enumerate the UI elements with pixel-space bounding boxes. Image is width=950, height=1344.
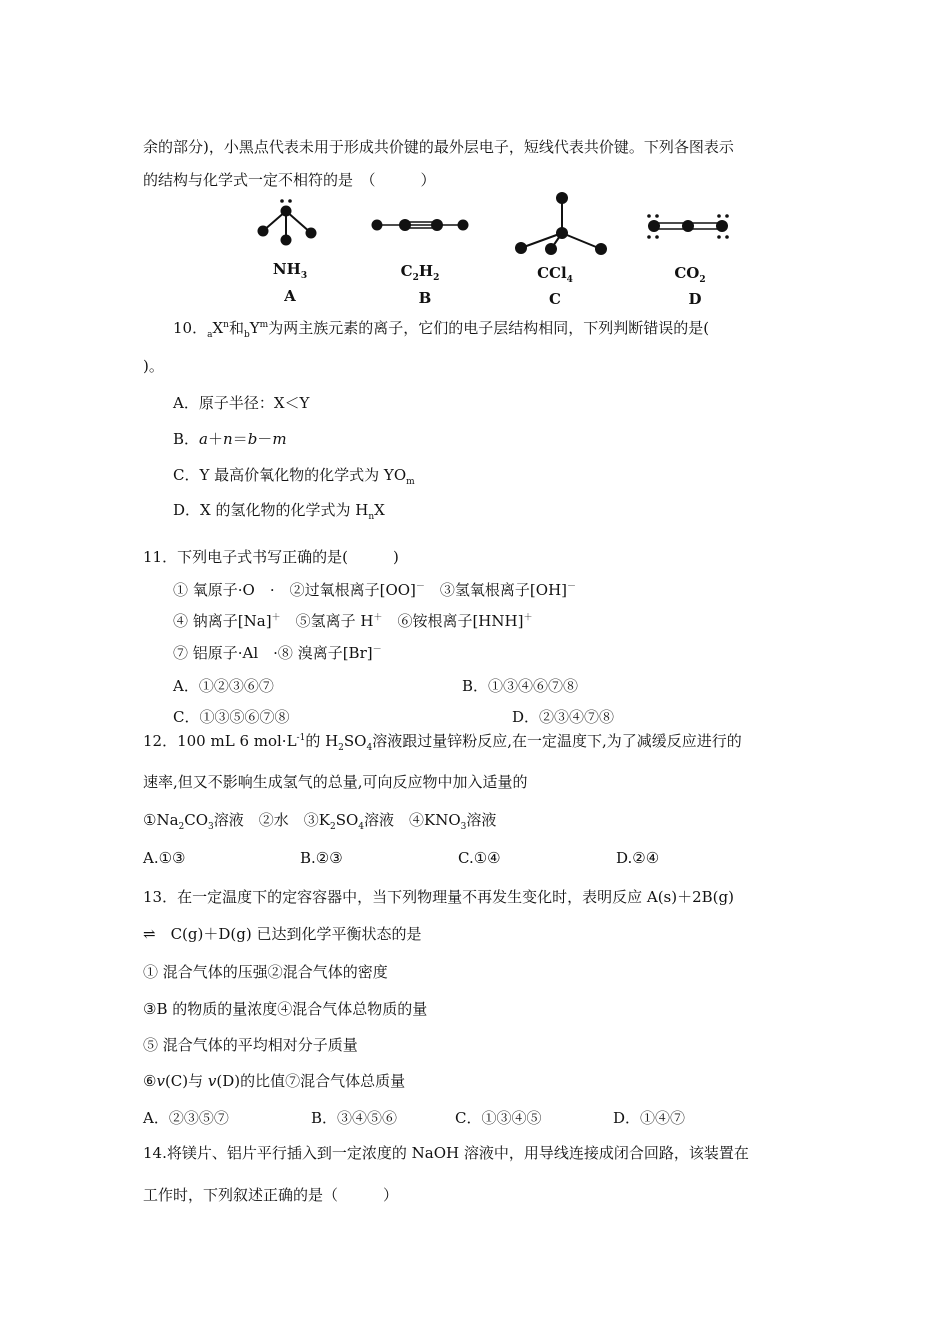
q13-option-a: A．②③⑤⑦ <box>143 1109 229 1127</box>
q11-option-c: C．①③⑤⑥⑦⑧ <box>173 708 290 726</box>
q13-item-row-3: ⑤ 混合气体的平均相对分子质量 <box>143 1036 358 1054</box>
q10-stem-end: )。 <box>143 357 164 375</box>
q11-item-row-1: ① 氧原子·O · ②过氧根离子[OO]－ ③氢氧根离子[OH]－ <box>173 581 577 599</box>
q9-line-2: 的结构与化学式一定不相符的是 （ ） <box>143 171 436 189</box>
q13-stem-2: ⇌ C(g)＋D(g) 已达到化学平衡状态的是 <box>143 925 422 943</box>
q10-stem: 10．$_aX^n$和$_bY^m$为两主族元素的离子，它们的电子层结构相同，下列判断错误的是( <box>173 319 710 340</box>
q11-option-b: B．①③④⑥⑦⑧ <box>462 677 579 695</box>
nh3-structure-figure <box>250 198 330 248</box>
ccl4-structure-figure <box>505 188 615 258</box>
q11-item-row-2: ④ 钠离子[Na]＋ ⑤氢离子 H＋ ⑥铵根离子[HNH]＋ <box>173 612 533 630</box>
figure-d-option: D <box>688 290 702 308</box>
q13-option-d: D．①④⑦ <box>613 1109 686 1127</box>
q11-item-row-3: ⑦ 铝原子·Al ·⑧ 溴离子[Br]－ <box>173 644 382 662</box>
c2h2-structure-figure <box>365 212 475 238</box>
figure-b-formula: $C_2H_2$ <box>400 262 440 283</box>
q13-option-b: B．③④⑤⑥ <box>311 1109 398 1127</box>
q11-option-d: D．②③④⑦⑧ <box>512 708 615 726</box>
figure-c-option: C <box>549 290 561 308</box>
q12-option-a: A.①③ <box>143 849 186 867</box>
q14-stem-2: 工作时，下列叙述正确的是（ ） <box>143 1186 399 1204</box>
q11-option-a: A．①②③⑥⑦ <box>173 677 274 695</box>
q10-option-d: D．X 的氢化物的化学式为 $H_nX$ <box>173 501 385 522</box>
figure-a-formula: $NH_3$ <box>272 260 308 281</box>
q12-items: $①Na_2CO_3$溶液 ②水 $③K_2SO_4$溶液 $④KNO_3$溶液 <box>143 811 497 832</box>
q10-option-b: B．a＋n＝b－m <box>173 430 287 448</box>
q9-line-1: 余的部分)，小黑点代表未用于形成共价键的最外层电子，短线代表共价键。下列各图表示 <box>143 138 734 156</box>
figure-c-formula: CCl$_4$ <box>537 264 573 285</box>
q14-stem-1: 14.将镁片、铝片平行插入到一定浓度的 NaOH 溶液中，用导线连接成闭合回路，该装置在 <box>143 1144 749 1162</box>
q12-option-c: C.①④ <box>458 849 501 867</box>
q13-item-row-4: ⑥v(C)与 v(D)的比值⑦混合气体总质量 <box>143 1072 406 1090</box>
q10-option-a: A．原子半径：X＜Y <box>173 394 310 412</box>
q13-item-row-1: ① 混合气体的压强②混合气体的密度 <box>143 963 388 981</box>
q13-option-c: C．①③④⑤ <box>455 1109 542 1127</box>
q12-option-b: B.②③ <box>300 849 343 867</box>
q12-stem-2: 速率,但又不影响生成氢气的总量,可向反应物中加入适量的 <box>143 773 528 791</box>
co2-structure-figure <box>640 212 740 242</box>
q12-option-d: D.②④ <box>616 849 660 867</box>
q13-stem-1: 13．在一定温度下的定容容器中，当下列物理量不再发生变化时，表明反应 A(s)＋2B(g) <box>143 888 734 906</box>
figure-b-option: B <box>418 289 432 307</box>
q12-stem-1: 12．100 mL 6 $mol\cdot L^{-1}$的 $H_2SO_4$溶液跟过量锌粉反应,在一定温度下,为了减缓反应进行的 <box>143 732 742 753</box>
q13-item-row-2: ③B 的物质的量浓度④混合气体总物质的量 <box>143 1000 428 1018</box>
q10-option-c: C．Y 最高价氧化物的化学式为 $YO_m$ <box>173 466 415 487</box>
figure-a-option: A <box>284 287 296 305</box>
q11-stem: 11．下列电子式书写正确的是( ) <box>143 548 399 566</box>
figure-d-formula: $CO_2$ <box>674 264 706 285</box>
